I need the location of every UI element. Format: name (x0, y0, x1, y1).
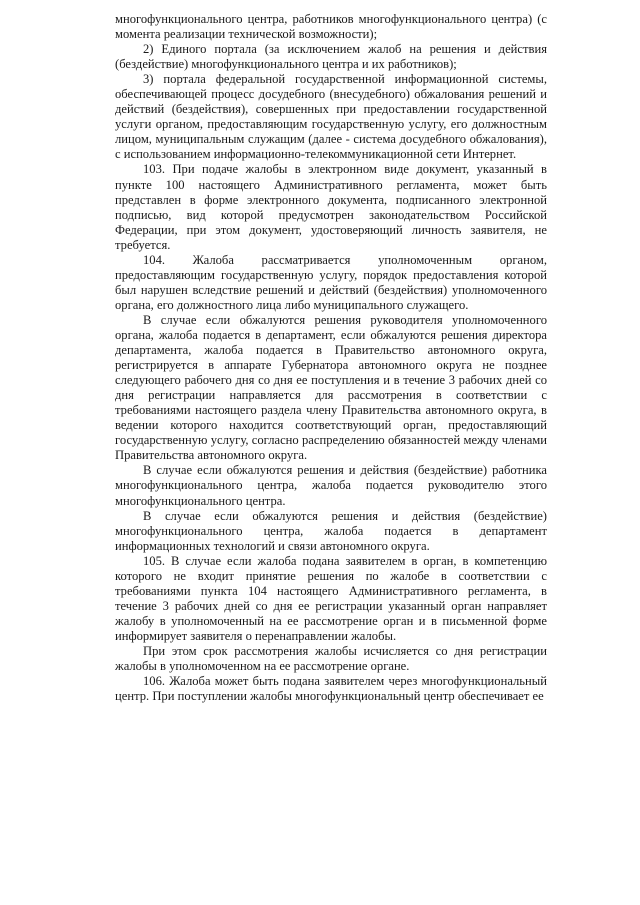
paragraph-item-2-unified-portal: 2) Единого портала (за исключением жалоб на решения и действия (бездействие) многофункционального центра и их работников); (115, 42, 547, 72)
paragraph-item-3-federal-portal: 3) портала федеральной государственной информационной системы, обеспечивающей процесс досудебного (внесудебного) обжалования решений и действий (бездействия), совершенных при предоставлении государственной услуги органом, предоставляющим государственную услугу, его должностным лицом, муниципальным служащим (далее - система досудебного обжалования), с использованием информационно-телекоммуникационной сети Интернет. (115, 72, 547, 162)
paragraph-clause-103: 103. При подаче жалобы в электронном виде документ, указанный в пункте 100 настоящего Административного регламента, может быть представлен в форме электронного документа, подписанного электронной подписью, вид которой предусмотрен законодательством Российской Федерации, при этом документ, удостоверяющий личность заявителя, не требуется. (115, 162, 547, 252)
paragraph-mfc-employee: В случае если обжалуются решения и действия (бездействие) работника многофункционального центра, жалоба подается руководителю этого многофункционального центра. (115, 463, 547, 508)
paragraph-continuation: многофункционального центра, работников многофункционального центра) (с момента реализации технической возможности); (115, 12, 547, 42)
paragraph-head-decisions: В случае если обжалуются решения руководителя уполномоченного органа, жалоба подается в департамент, если обжалуются решения директора департамента, жалоба подается в Правительство автономного округа, регистрируется в аппарате Губернатора автономного округа не позднее следующего рабочего дня со дня ее поступления и в течение 3 рабочих дней со дня регистрации направляется для рассмотрения в соответствии с требованиями настоящего раздела члену Правительства автономного округа, в ведении которого находится соответствующий орган, предоставляющий государственную услугу, согласно распределению обязанностей между членами Правительства автономного округа. (115, 312, 547, 463)
paragraph-term: При этом срок рассмотрения жалобы исчисляется со дня регистрации жалобы в уполномоченном на ее рассмотрение органе. (115, 643, 547, 674)
paragraph-clause-104: 104. Жалоба рассматривается уполномоченным органом, предоставляющим государственную услугу, порядок предоставления которой был нарушен вследствие решений и действий (бездействия) уполномоченного органа, его должностного лица либо муниципального служащего. (115, 252, 547, 312)
paragraph-clause-105: 105. В случае если жалоба подана заявителем в орган, в компетенцию которого не входит принятие решения по жалобе в соответствии с требованиями пункта 104 настоящего Административного регламента, в течение 3 рабочих дней со дня ее регистрации указанный орган направляет жалобу в уполномоченный на ее рассмотрение орган и в письменной форме информирует заявителя о перенаправлении жалобы. (115, 553, 547, 643)
paragraph-clause-106: 106. Жалоба может быть подана заявителем через многофункциональный центр. При поступлении жалобы многофункциональный центр обеспечивает ее (115, 674, 547, 704)
paragraph-mfc-center: В случае если обжалуются решения и действия (бездействие) многофункционального центра, жалоба подается в департамент информационных технологий и связи автономного округа. (115, 508, 547, 553)
document-page (115, 12, 547, 704)
